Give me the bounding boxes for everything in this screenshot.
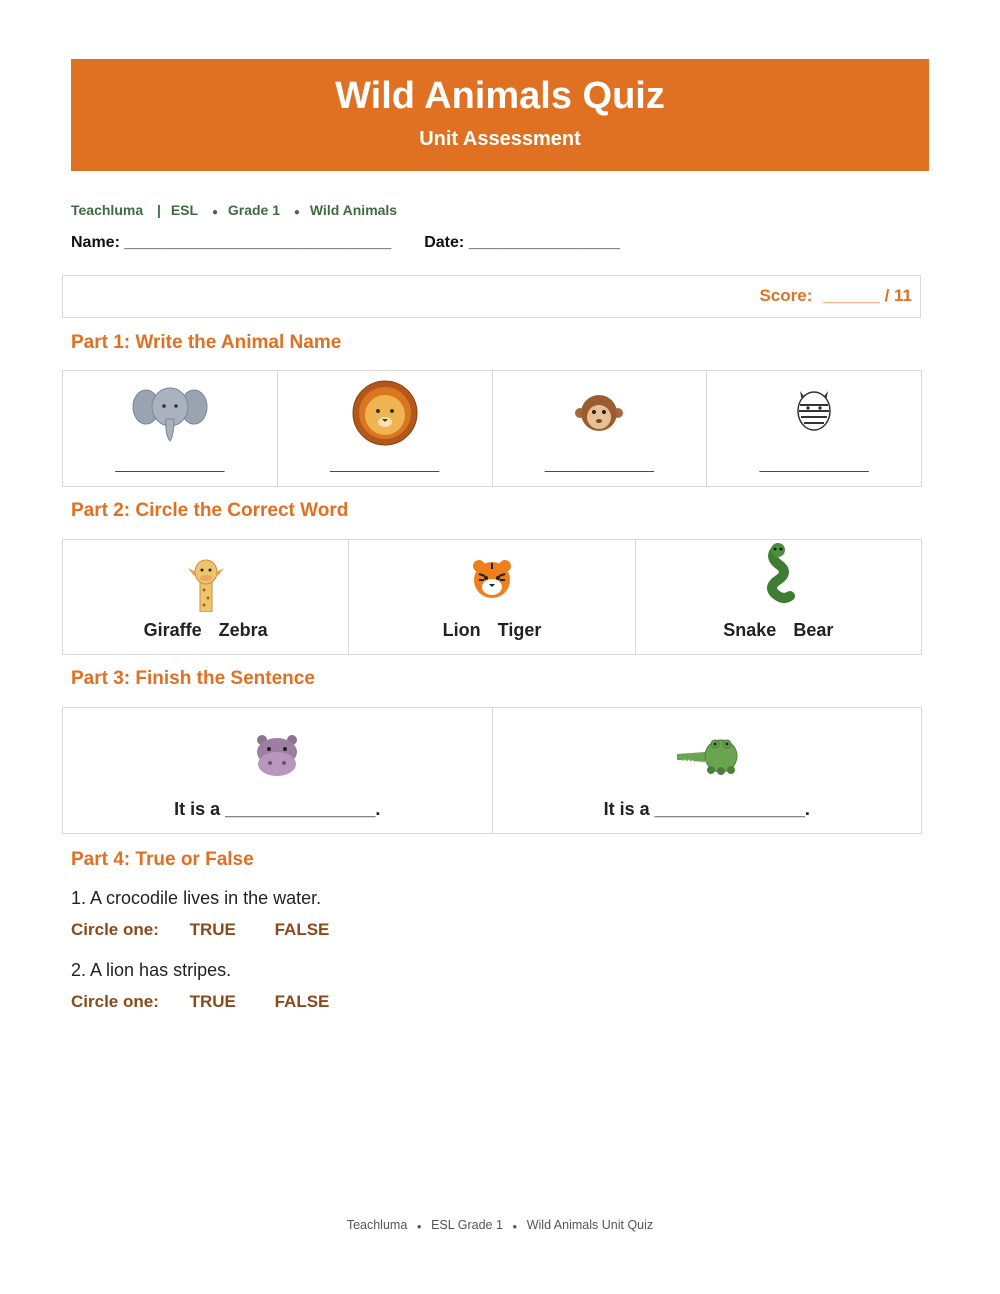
tf-choices xyxy=(71,992,329,1012)
score-box xyxy=(62,275,921,318)
meta-line xyxy=(71,202,401,218)
part3-cell xyxy=(63,708,493,833)
hippo-icon xyxy=(252,734,302,778)
monkey-icon xyxy=(574,393,624,433)
name-label: Name: xyxy=(71,234,120,251)
footer-bullet: ● xyxy=(512,1222,518,1231)
snake-icon xyxy=(756,542,800,604)
part2-grid xyxy=(62,539,922,655)
tf-choices xyxy=(71,920,329,940)
meta-bullet: ● xyxy=(293,207,300,218)
score-total: / 11 xyxy=(884,286,912,305)
footer-bullet: ● xyxy=(416,1222,422,1231)
true-option[interactable]: TRUE xyxy=(189,992,236,1011)
false-option[interactable]: FALSE xyxy=(274,992,330,1011)
part2-cell xyxy=(63,540,349,654)
part1-cell xyxy=(278,371,493,486)
option-button[interactable]: Snake xyxy=(723,620,777,640)
part2-cell xyxy=(636,540,921,654)
part2-cell xyxy=(349,540,635,654)
part2-heading: Part 2: Circle the Correct Word xyxy=(71,500,349,521)
part3-cell xyxy=(493,708,922,833)
answer-line[interactable]: ______________ xyxy=(330,456,440,472)
tiger-icon xyxy=(471,558,513,600)
meta-divider: | xyxy=(157,202,161,218)
footer-doc: Wild Animals Unit Quiz xyxy=(526,1218,654,1232)
part3-heading: Part 3: Finish the Sentence xyxy=(71,668,315,689)
grade-label: Grade 1 xyxy=(227,202,281,218)
tf-question: 2. A lion has stripes. xyxy=(71,960,232,980)
answer-line[interactable]: ______________ xyxy=(115,456,225,472)
crocodile-icon xyxy=(675,736,739,776)
part1-heading: Part 1: Write the Animal Name xyxy=(71,332,342,353)
footer-course: ESL Grade 1 xyxy=(431,1218,503,1232)
part1-grid xyxy=(62,370,922,487)
part4-heading: Part 4: True or False xyxy=(71,849,254,870)
word-choices xyxy=(349,620,634,641)
false-option[interactable]: FALSE xyxy=(274,920,330,939)
circle-one-label: Circle one: xyxy=(71,920,159,939)
score-label: Score: xyxy=(759,286,813,305)
zebra-icon xyxy=(794,387,834,433)
page-title: Wild Animals Quiz xyxy=(335,75,665,117)
answer-line[interactable]: ______________ xyxy=(759,456,869,472)
word-choices xyxy=(63,620,348,641)
score-text xyxy=(759,286,912,306)
fill-in-sentence[interactable]: It is a _______________. xyxy=(174,799,381,819)
part3-grid xyxy=(62,707,922,834)
date-label: Date: xyxy=(424,234,465,251)
option-button[interactable]: Tiger xyxy=(497,620,542,640)
option-button[interactable]: Bear xyxy=(793,620,834,640)
answer-line[interactable]: ______________ xyxy=(544,456,654,472)
brand-name: Teachluma xyxy=(71,202,144,218)
word-choices xyxy=(636,620,921,641)
part1-cell xyxy=(707,371,921,486)
fill-in-sentence[interactable]: It is a _______________. xyxy=(603,799,810,819)
part1-cell xyxy=(493,371,708,486)
name-date-row xyxy=(71,234,620,252)
option-button[interactable]: Zebra xyxy=(218,620,268,640)
page-footer xyxy=(0,1218,1000,1232)
part1-cell xyxy=(63,371,278,486)
option-button[interactable]: Lion xyxy=(442,620,481,640)
giraffe-icon xyxy=(186,556,226,612)
footer-brand: Teachluma xyxy=(346,1218,408,1232)
meta-bullet: ● xyxy=(211,207,218,218)
page-subtitle: Unit Assessment xyxy=(419,128,581,150)
lion-icon xyxy=(351,379,419,447)
true-option[interactable]: TRUE xyxy=(189,920,236,939)
date-field[interactable]: _________________ xyxy=(468,234,620,251)
score-field[interactable]: ______ xyxy=(823,286,880,305)
circle-one-label: Circle one: xyxy=(71,992,159,1011)
option-button[interactable]: Giraffe xyxy=(143,620,202,640)
topic-label: Wild Animals xyxy=(309,202,398,218)
subject-label: ESL xyxy=(170,202,199,218)
title-banner xyxy=(71,59,929,171)
elephant-icon xyxy=(132,385,208,443)
name-field[interactable]: ______________________________ xyxy=(124,234,392,251)
tf-question: 1. A crocodile lives in the water. xyxy=(71,888,322,908)
